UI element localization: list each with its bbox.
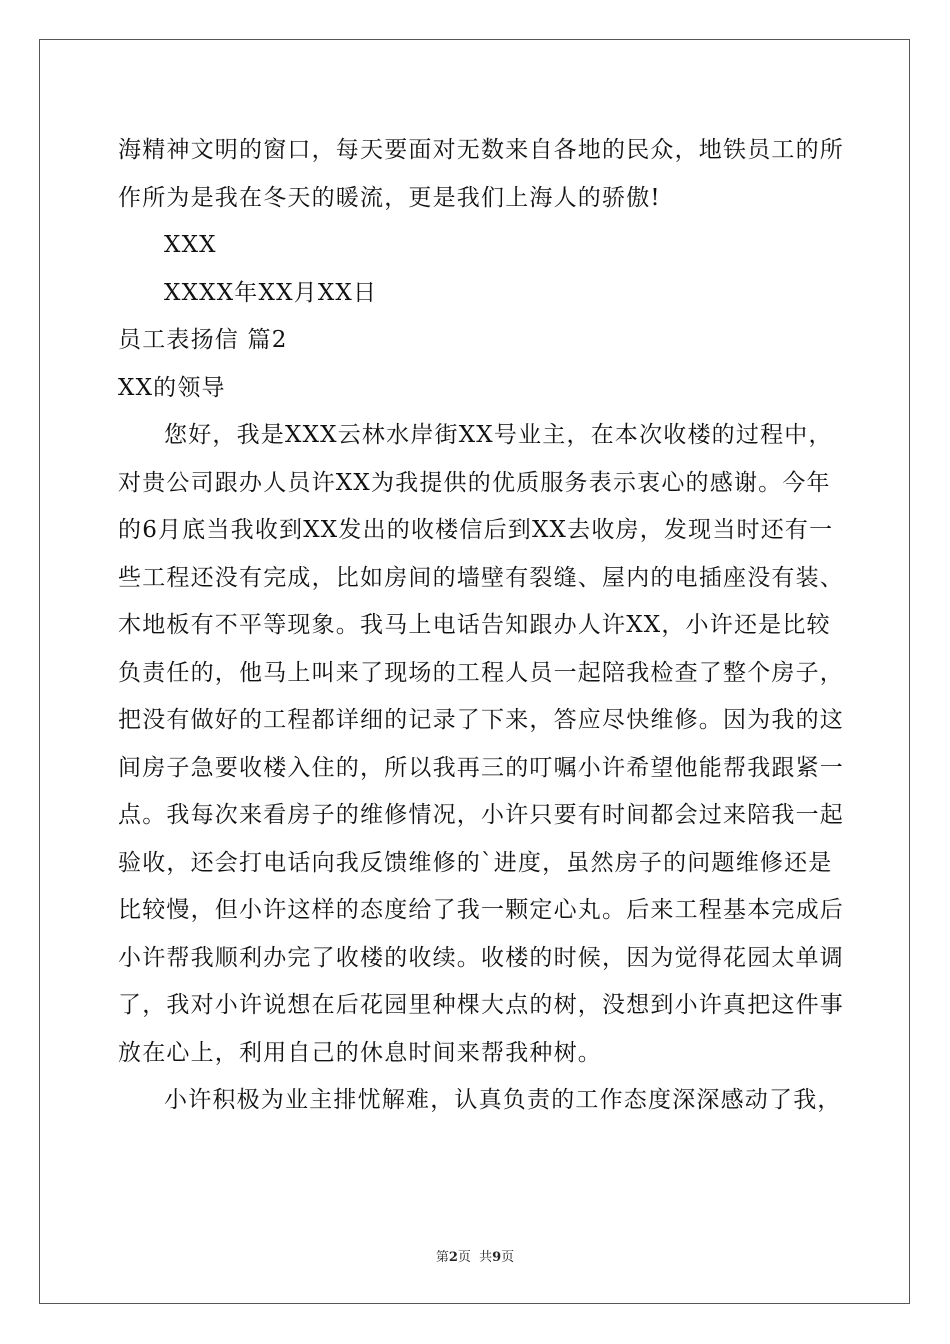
document-body [118, 127, 844, 1125]
text-line: 些工程还没有完成，比如房间的墙壁有裂缝、屋内的电插座没有装、 [118, 564, 844, 591]
signature-name: XXX [164, 232, 217, 258]
text-line: 的6月底当我收到XX发出的收楼信后到XX去收房，发现当时还有一 [118, 517, 834, 543]
total-pages: 9 [492, 1250, 502, 1265]
section-title: 员工表扬信 篇2 [118, 327, 288, 353]
page-footer [0, 1246, 950, 1265]
salutation: XX的领导 [118, 374, 226, 401]
text-line: 木地板有不平等现象。我马上电话告知跟办人许XX，小许还是比较 [118, 612, 831, 638]
paragraph-start: 您好，我是XXX云林水岸街XX号业主，在本次收楼的过程中， [164, 422, 833, 448]
page-suffix: 页 [457, 1250, 471, 1265]
text-line: 作所为是我在冬天的暖流，更是我们上海人的骄傲! [118, 184, 661, 211]
signature-date: XXXX年XX月XX日 [164, 279, 378, 306]
page-prefix: 第 [435, 1250, 449, 1265]
total-suffix: 页 [501, 1250, 515, 1265]
text-line: 放在心上，利用自己的休息时间来帮我种树。 [118, 1039, 602, 1066]
text-line: 负责任的，他马上叫来了现场的工程人员一起陪我检查了整个房子， [118, 659, 844, 686]
paragraph-start: 小许积极为业主排忧解难，认真负责的工作态度深深感动了我， [164, 1087, 842, 1113]
text-line: 小许帮我顺利办完了收楼的收续。收楼的时候，因为觉得花园太单调 [118, 944, 844, 971]
text-line: 把没有做好的工程都详细的记录了下来，答应尽快维修。因为我的这 [118, 707, 844, 733]
text-line: 了，我对小许说想在后花园里种棵大点的树，没想到小许真把这件事 [118, 992, 844, 1018]
text-line: 海精神文明的窗口，每天要面对无数来自各地的民众，地铁员工的所 [118, 137, 844, 163]
text-line: 点。我每次来看房子的维修情况，小许只要有时间都会过来陪我一起 [118, 802, 844, 828]
text-line: 比较慢，但小许这样的态度给了我一颗定心丸。后来工程基本完成后 [118, 897, 844, 923]
page-number: 2 [448, 1250, 458, 1265]
text-line: 间房子急要收楼入住的，所以我再三的叮嘱小许希望他能帮我跟紧一 [118, 754, 844, 781]
total-prefix: 共 [479, 1250, 493, 1265]
text-line: 验收，还会打电话向我反馈维修的`进度，虽然房子的问题维修还是 [118, 849, 833, 876]
text-line: 对贵公司跟办人员许XX为我提供的优质服务表示衷心的感谢。今年 [118, 469, 831, 496]
